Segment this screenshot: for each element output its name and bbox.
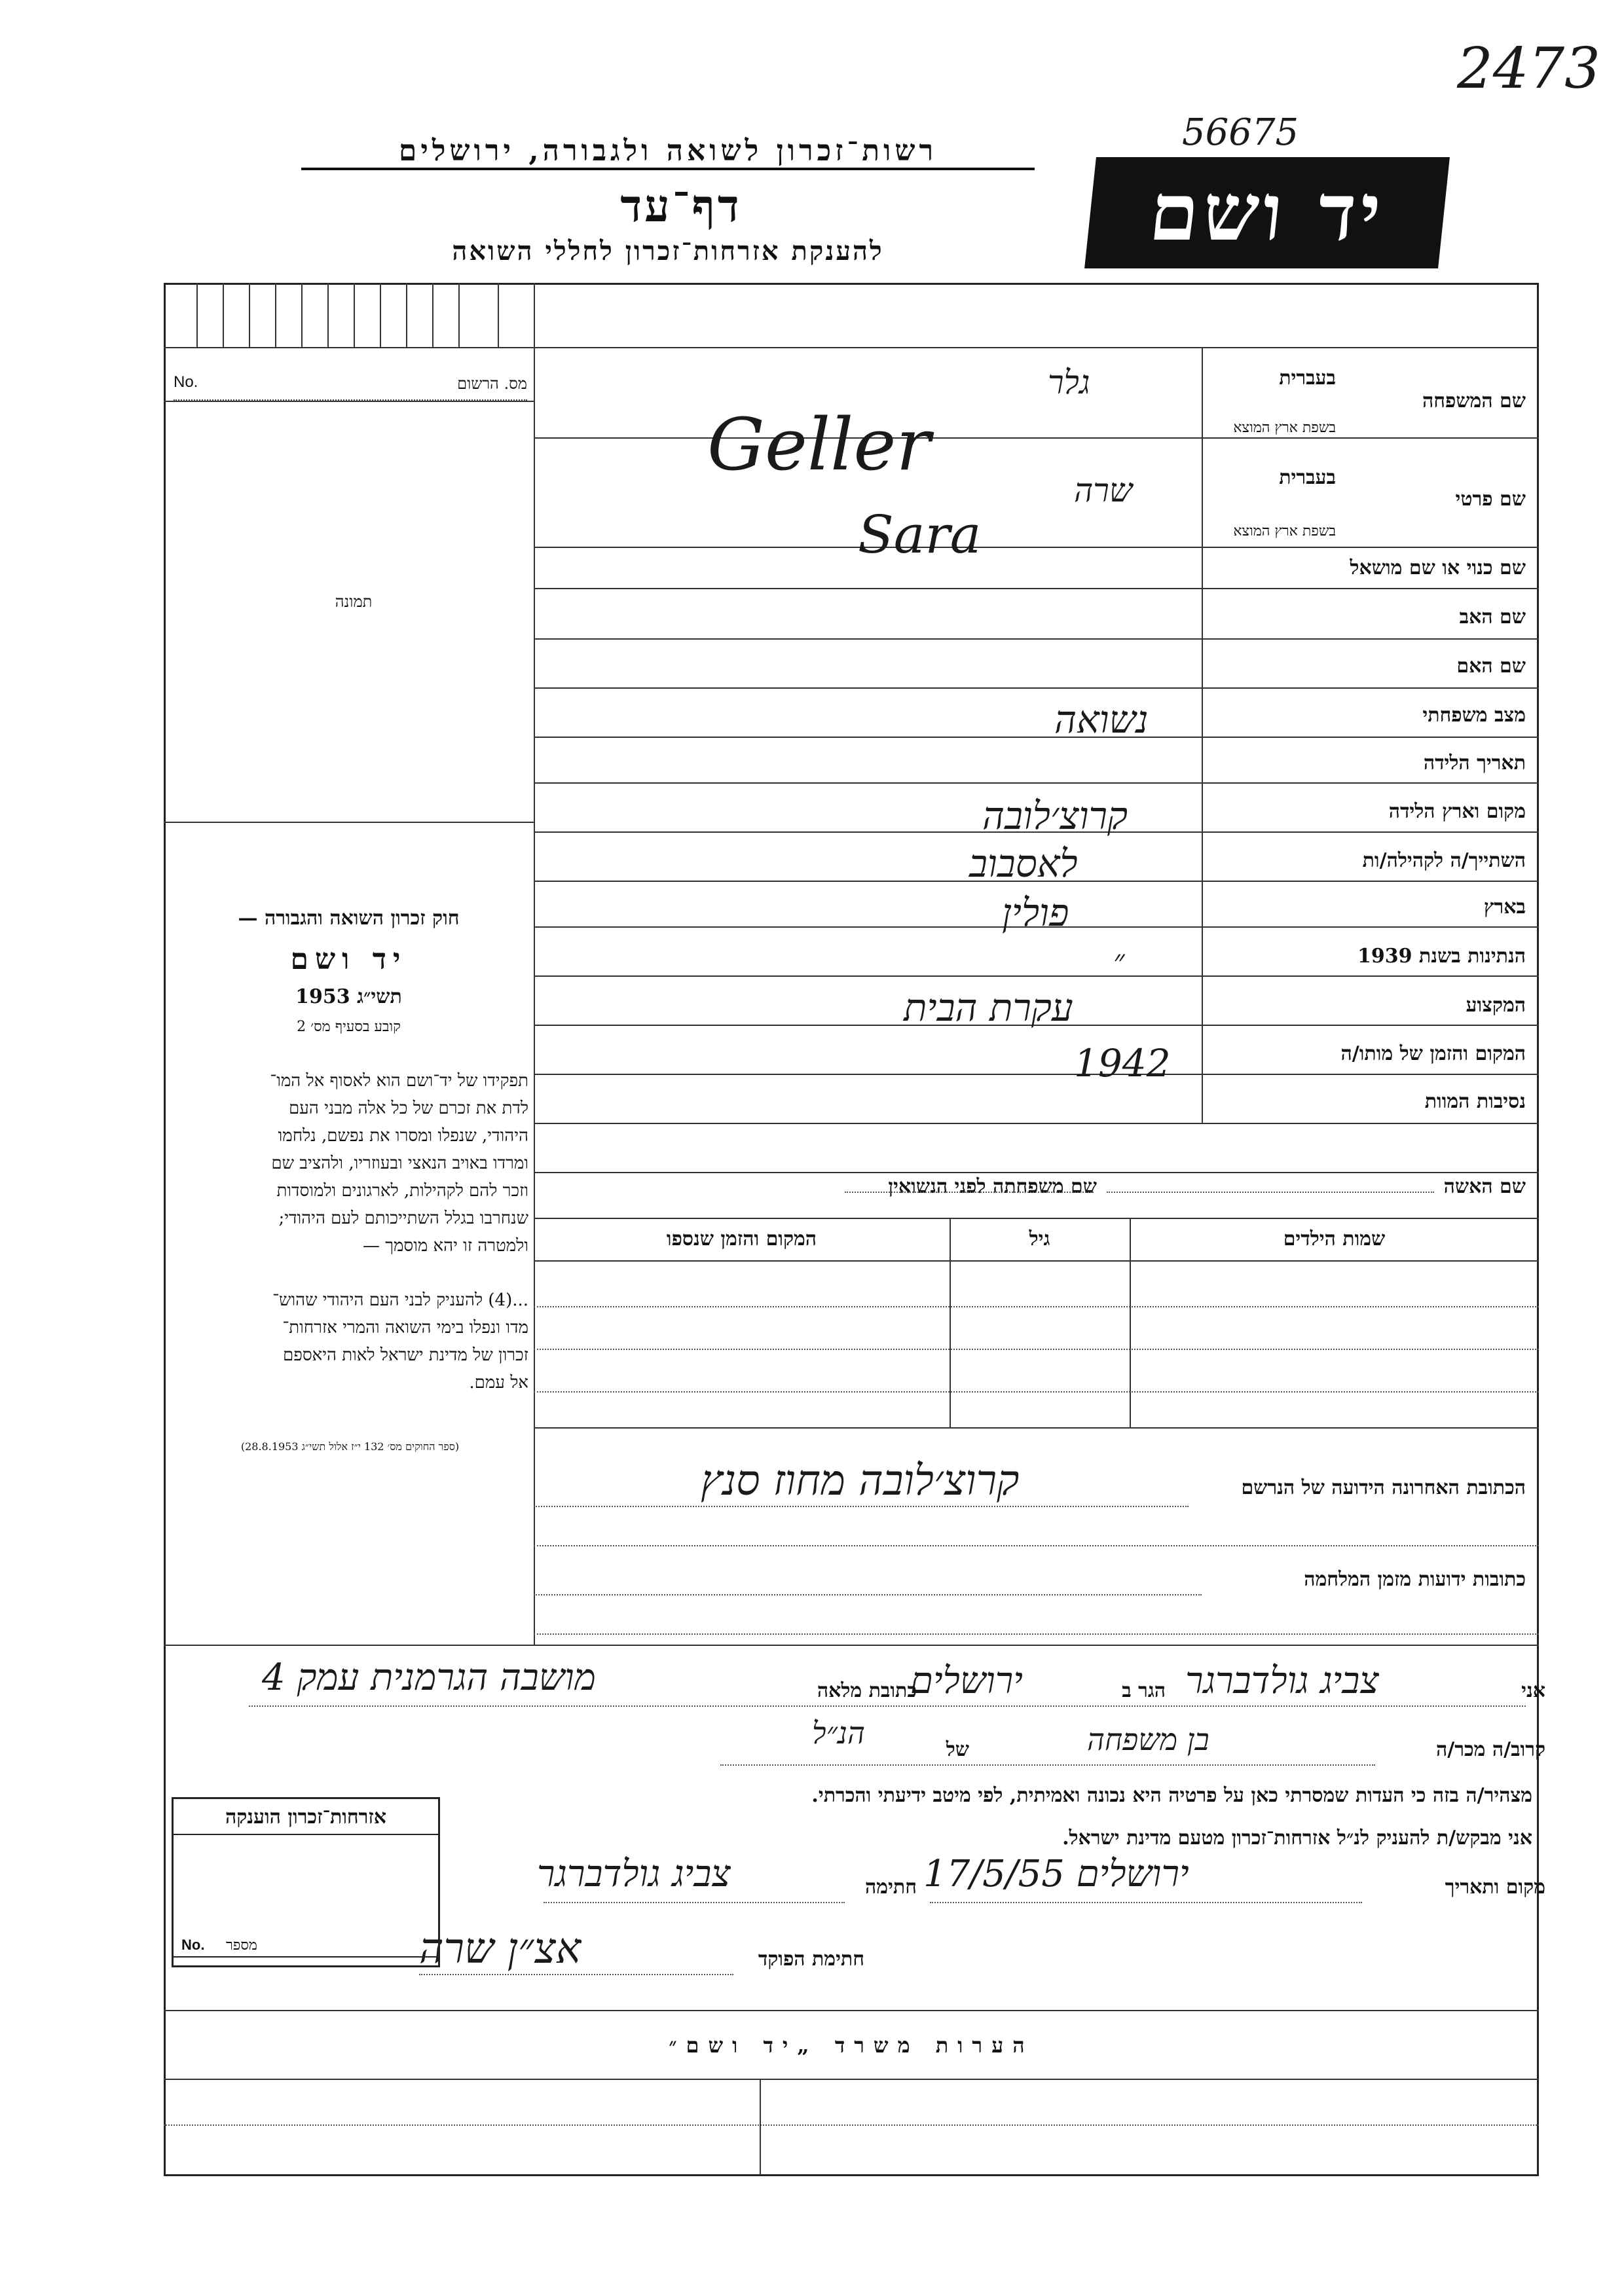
- reg-number-label: מס. הרשום: [457, 374, 527, 393]
- law-line: ומרדו באויב הנאצי ובעוזריו, ולהציב שם: [271, 1154, 528, 1173]
- law-text-2: [172, 1286, 528, 1396]
- family-name-origin-value: Geller: [707, 403, 931, 486]
- photo-label: תמונה: [335, 592, 373, 611]
- law-line: זכרון של מדינת ישראל לאות היאספם: [283, 1345, 528, 1365]
- birth-place-value: קרוצ׳לובה: [982, 793, 1128, 838]
- profession-label: המקצוע: [1466, 994, 1526, 1017]
- decl-request-line: אני מבקש/ת להעניק לנ״ל אזרחות־זכרון מטעם מדינת ישראל.: [1062, 1827, 1532, 1850]
- mother-label: שם האם: [1456, 655, 1526, 678]
- box-no-label: מספר: [226, 1937, 257, 1954]
- in-hebrew-label-1: בעברית: [1279, 367, 1336, 390]
- maiden-name-label: שם משפחתה לפני הנשואין: [888, 1175, 1097, 1198]
- origin-lang-label-1: בשפת ארץ המוצא: [1233, 420, 1336, 436]
- country-label: בארץ: [1483, 896, 1526, 919]
- relation-of-value: הנ״ל: [812, 1715, 865, 1751]
- law-footnote: (ספר החוקים מס׳ 132 י״ז אלול תשי״ג 28.8.1953): [240, 1440, 460, 1453]
- birth-date-label: תאריך הלידה: [1423, 752, 1526, 774]
- community-value: לאסבוב: [969, 841, 1078, 886]
- reg-number-field[interactable]: [174, 373, 527, 401]
- law-name: יד ושם: [290, 943, 407, 976]
- citizenship-value: ״: [1113, 943, 1125, 978]
- law-line: וזכר להם לקהילות, לארגונים ולמוסדות: [276, 1181, 528, 1201]
- decl-of-label: של: [946, 1738, 969, 1761]
- decl-address-label: כתובת מלאה: [817, 1679, 917, 1702]
- remarks-title: הערות משרד „יד ושם״: [669, 2033, 1034, 2058]
- declarant-address-value: מושבה הגרמנית עמק 4: [262, 1656, 596, 1699]
- law-clause: קובע בסעיף מס׳ 2: [297, 1019, 401, 1035]
- family-name-label: שם המשפחה: [1422, 390, 1526, 412]
- children-col-age: גיל: [1029, 1228, 1050, 1250]
- place-date-label: מקום ותאריך: [1445, 1876, 1545, 1899]
- in-hebrew-label-2: בעברית: [1279, 466, 1336, 489]
- box-no-suffix: No.: [181, 1937, 205, 1953]
- law-line: ולמטרה זו יהא מוסמך —: [362, 1236, 528, 1256]
- law-line: שנחרבו בגלל השתייכותם לעם היהודי;: [278, 1209, 528, 1228]
- record-number: 56675: [1182, 111, 1299, 154]
- citizenship-label: הנתינות בשנת 1939: [1357, 945, 1526, 968]
- first-name-origin-value: Sara: [858, 504, 982, 565]
- law-year: תשי״ג 1953: [295, 985, 402, 1008]
- first-name-label: שם פרטי: [1455, 488, 1526, 511]
- wife-label: שם האשה: [1443, 1175, 1526, 1198]
- death-label: המקום והזמן של מותו/ה: [1340, 1042, 1526, 1065]
- children-col-names: שמות הילדים: [1283, 1228, 1386, 1250]
- law-title: חוק זכרון השואה והגבורה —: [238, 907, 460, 930]
- authority-name: רשות־זכרון לשואה ולגבורה, ירושלים: [301, 134, 1035, 170]
- officer-label: חתימת הפוקד: [758, 1948, 864, 1971]
- birth-place-label: מקום וארץ הלידה: [1388, 800, 1526, 823]
- archive-number: 2473: [1457, 36, 1600, 101]
- death-cause-label: נסיבות המוות: [1424, 1090, 1526, 1113]
- marital-value: נשואה: [1054, 697, 1149, 742]
- wartime-address-label: כתובות ידועות מזמן המלחמה: [1304, 1568, 1526, 1591]
- father-label: שם האב: [1459, 606, 1526, 629]
- children-col-place: המקום והזמן שנספו: [666, 1228, 817, 1250]
- marital-label: מצב משפחתי: [1422, 704, 1526, 727]
- community-label: השתייך/ה לקהילה/ות: [1362, 849, 1526, 872]
- logo-text: יד ושם: [1145, 166, 1390, 259]
- nickname-label: שם כנוי או שם מושאל: [1350, 556, 1526, 579]
- law-line: היהודי, שנפלו ומסרו את נפשם, נלחמו: [278, 1126, 528, 1146]
- first-name-hebrew-value: שרה: [1074, 471, 1133, 509]
- law-line: מדו ונפלו בימי השואה והמרי אזרחות־: [282, 1318, 528, 1338]
- profession-value: עקרת הבית: [904, 985, 1073, 1030]
- reg-number-suffix: No.: [174, 373, 198, 391]
- decl-lives-in-label: הגר ב: [1122, 1679, 1166, 1702]
- origin-lang-label-2: בשפת ארץ המוצא: [1233, 523, 1336, 539]
- yad-vashem-logo: [1084, 157, 1450, 268]
- last-address-label: הכתובת האחרונה הידועה של הנרשם: [1241, 1476, 1526, 1499]
- family-name-hebrew-value: גלר: [1048, 363, 1090, 401]
- law-line: אל עמם.: [469, 1373, 528, 1393]
- law-text-1: [172, 1067, 528, 1260]
- place-date-value: ירושלים 17/5/55: [923, 1853, 1189, 1895]
- country-value: פולין: [1002, 890, 1069, 935]
- law-line: תפקידו של יד־ושם הוא לאסוף אל המו־: [270, 1071, 528, 1091]
- decl-relation-label: קרוב/ה מכר/ה: [1436, 1738, 1545, 1761]
- citizenship-granted-box: [172, 1797, 440, 1967]
- decl-i-label: אני: [1521, 1679, 1545, 1702]
- declarant-name-value: צביג גולדברגר: [1185, 1660, 1379, 1702]
- law-line: לדת את זכרם של כל אלה מבני העם: [288, 1099, 528, 1118]
- form-subtitle: להענקת אזרחות־זכרון לחללי השואה: [452, 236, 884, 266]
- last-address-value: קרוצ׳לובה מחוז סנץ: [701, 1457, 1020, 1505]
- relation-value: בן משפחה: [1087, 1722, 1209, 1757]
- signature-label: חתימה: [865, 1876, 917, 1899]
- law-line: ...(4) להעניק לבני העם היהודי שהוש־: [272, 1290, 528, 1310]
- death-value: 1942: [1074, 1041, 1171, 1085]
- declarant-city-value: ירושלים: [910, 1660, 1023, 1702]
- decl-statement-line: מצהיר/ה בזה כי העדות שמסרתי כאן על פרטיה היא נכונה ואמיתית, לפי מיטב ידיעתי והכרתי.: [811, 1784, 1532, 1807]
- signature-value: צביג גולדברגר: [537, 1853, 731, 1895]
- form-title: דף־עד: [620, 180, 742, 232]
- box-title: אזרחות־זכרון הוענקה: [174, 1806, 438, 1835]
- officer-signature-value: אצ״ן שרה: [419, 1925, 581, 1973]
